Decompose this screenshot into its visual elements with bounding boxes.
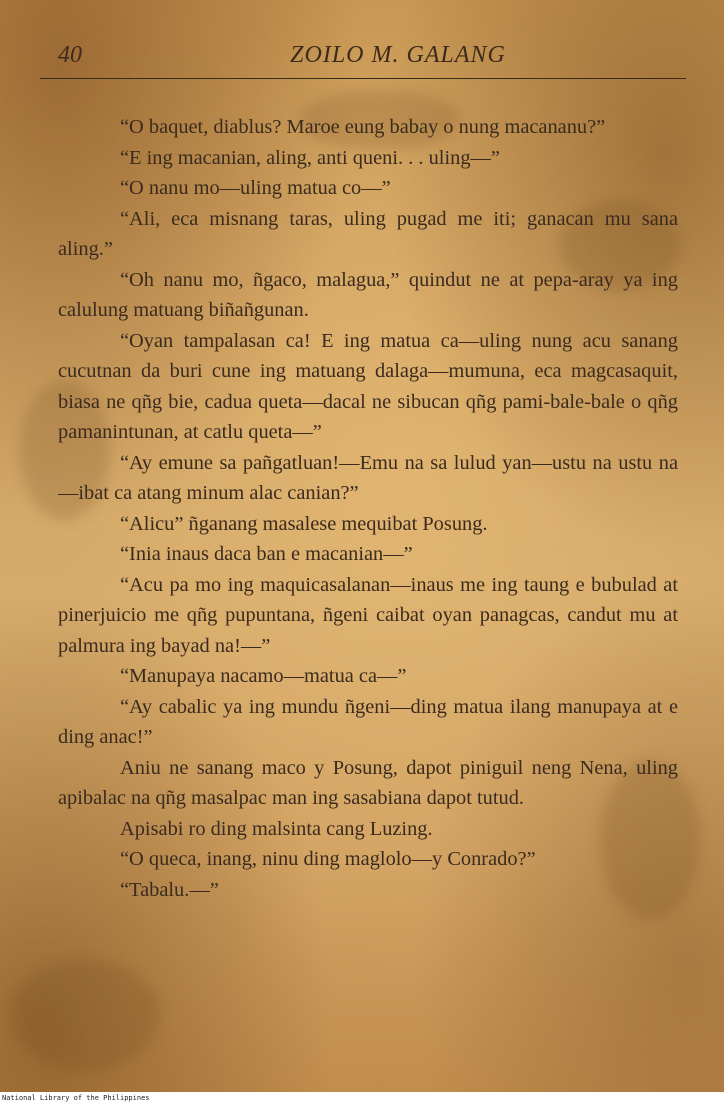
scan-footer <box>0 1093 724 1103</box>
page-header <box>40 36 686 79</box>
paragraph: “Oh nanu mo, ñgaco, malagua,” quindut ne at pepa-aray ya ing calulung matuang biñañgunan. <box>58 268 678 321</box>
paragraph: “Inia inaus daca ban e macanian—” <box>120 543 413 565</box>
paragraph: Apisabi ro ding malsinta cang Luzing. <box>120 817 433 840</box>
paragraph: “Tabalu.—” <box>120 878 219 901</box>
paragraph: “E ing macanian, aling, anti queni. . . uling—” <box>120 146 500 169</box>
paragraph: “Alicu” ñganang masalese mequibat Posung. <box>120 512 488 535</box>
body-text <box>58 112 678 905</box>
paper-stain <box>10 960 160 1070</box>
running-head: ZOILO M. GALANG <box>290 42 506 68</box>
library-credit: National Library of the Philippines <box>2 1094 150 1102</box>
paragraph: “Manupaya nacamo—matua ca—” <box>120 665 407 687</box>
paragraph: “Ay cabalic ya ing mundu ñgeni—ding matua ilang manupaya at e ding anac!” <box>58 695 678 748</box>
paragraph: “Oyan tampalasan ca! E ing matua ca—uling nung acu sanang cucutnan da buri cune ing matuang dalaga—mumuna, eca magcasaquit, biasa ne qñg bie, cadua queta—dacal ne sibucan qñg pami-bale-bale o qñg pamanintunan, at catlu queta—” <box>58 329 678 443</box>
paragraph: “Ali, eca misnang taras, uling pugad me iti; ganacan mu sana aling.” <box>58 207 678 260</box>
paragraph: “Acu pa mo ing maquicasalanan—inaus me ing taung e bubulad at pinerjuicio me qñg pupuntana, ñgeni caibat oyan panagcas, candut mu at palmura ing bayad na!—” <box>58 573 678 657</box>
paragraph: Aniu ne sanang maco y Posung, dapot piniguil neng Nena, uling apibalac na qñg masalpac man ing sasabiana dapot tutud. <box>58 756 678 809</box>
page-number: 40 <box>58 42 82 68</box>
paragraph: “O baquet, diablus? Maroe eung babay o nung macananu?” <box>120 116 606 138</box>
paragraph: “Ay emune sa pañgatluan!—Emu na sa lulud yan—ustu na ustu na—ibat ca atang minum alac canian?” <box>58 451 678 504</box>
paragraph: “O nanu mo—uling matua co—” <box>120 177 391 199</box>
paragraph: “O queca, inang, ninu ding maglolo—y Conrado?” <box>120 848 536 870</box>
